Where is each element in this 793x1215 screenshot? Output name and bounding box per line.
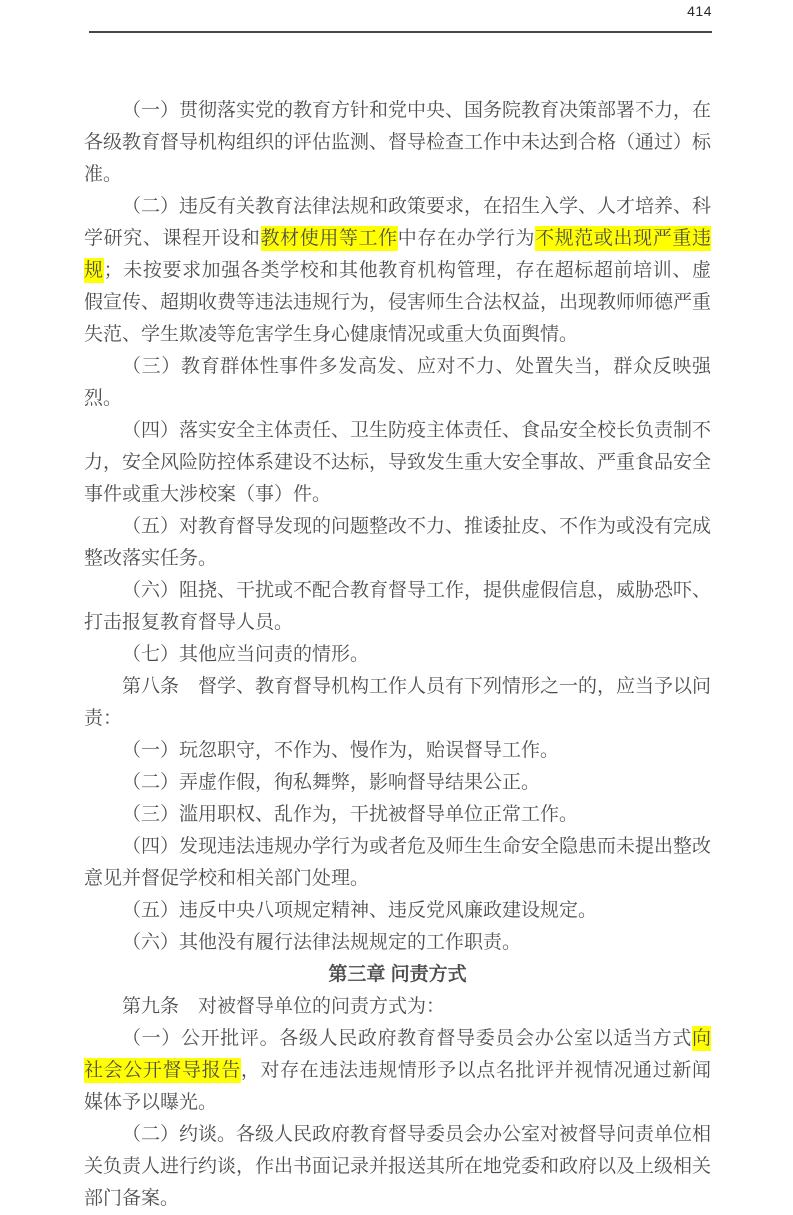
chapter-heading: 第三章 问责方式	[328, 964, 467, 985]
text-run: （六）阻挠、干扰或不配合教育督导工作，提供虚假信息，威胁恐吓、打击报复教育督导人员。	[84, 580, 712, 633]
paragraph	[84, 575, 711, 639]
paragraph	[84, 671, 711, 735]
page-number: 414	[687, 3, 712, 19]
text-run: （二）弄虚作假，徇私舞弊，影响督导结果公正。	[122, 772, 541, 793]
text-run: （三）滥用职权、乱作为，干扰被督导单位正常工作。	[122, 804, 579, 825]
page-header	[0, 3, 712, 19]
text-run: （七）其他应当问责的情形。	[122, 644, 370, 665]
text-run: （四）落实安全主体责任、卫生防疫主体责任、食品安全校长负责制不力，安全风险防控体系建设不达标，导致发生重大安全事故、严重食品安全事件或重大涉校案（事）件。	[84, 420, 712, 505]
highlighted-text: 向社会公开督导报告	[84, 1028, 711, 1081]
paragraph	[84, 415, 711, 511]
paragraph	[84, 991, 711, 1023]
document-body	[84, 95, 711, 1215]
header-rule	[89, 31, 712, 33]
text-run: （一）贯彻落实党的教育方针和党中央、国务院教育决策部署不力，在各级教育督导机构组织的评估监测、督导检查工作中未达到合格（通过）标准。	[84, 100, 712, 185]
text-run: （三）教育群体性事件多发高发、应对不力、处置失当，群众反映强烈。	[84, 356, 711, 409]
text-run: （四）发现违法违规办学行为或者危及师生生命安全隐患而未提出整改意见并督促学校和相关部门处理。	[84, 836, 712, 889]
text-run: （一）玩忽职守，不作为、慢作为，贻误督导工作。	[122, 740, 560, 761]
paragraph	[84, 191, 711, 351]
text-run: 第九条 对被督导单位的问责方式为：	[122, 996, 446, 1017]
highlighted-text: 不规范或出现严重违规	[84, 228, 711, 281]
paragraph	[84, 639, 711, 671]
text-run: 中存在办学行为	[397, 228, 536, 249]
text-run: （二）违反有关教育法律法规和政策要求，在招生入学、人才培养、科学研究、课程开设和	[84, 196, 712, 249]
paragraph	[84, 831, 711, 895]
paragraph	[84, 895, 711, 927]
paragraph	[84, 927, 711, 959]
highlighted-text: 教材使用等工作	[260, 228, 398, 249]
paragraph	[84, 1119, 711, 1215]
paragraph	[84, 799, 711, 831]
paragraph	[84, 1023, 711, 1119]
text-run: （五）违反中央八项规定精神、违反党风廉政建设规定。	[122, 900, 598, 921]
paragraph	[84, 767, 711, 799]
paragraph	[84, 351, 711, 415]
paragraph	[84, 511, 711, 575]
paragraph	[84, 95, 711, 191]
text-run: 第八条 督学、教育督导机构工作人员有下列情形之一的，应当予以问责：	[84, 676, 712, 729]
text-run: （二）约谈。各级人民政府教育督导委员会办公室对被督导问责单位相关负责人进行约谈，作出书面记录并报送其所在地党委和政府以及上级相关部门备案。	[84, 1124, 712, 1209]
text-run: （五）对教育督导发现的问题整改不力、推诿扯皮、不作为或没有完成整改落实任务。	[84, 516, 712, 569]
paragraph	[84, 735, 711, 767]
text-run: （六）其他没有履行法律法规规定的工作职责。	[122, 932, 522, 953]
text-run: （一）公开批评。各级人民政府教育督导委员会办公室以适当方式	[122, 1028, 692, 1049]
text-run: ；未按要求加强各类学校和其他教育机构管理，存在超标超前培训、虚假宣传、超期收费等违法违规行为，侵害师生合法权益，出现教师师德严重失范、学生欺凌等危害学生身心健康情况或重大负面舆情。	[84, 260, 712, 345]
text-run: ，对存在违法违规情形予以点名批评并视情况通过新闻媒体予以曝光。	[84, 1060, 711, 1113]
